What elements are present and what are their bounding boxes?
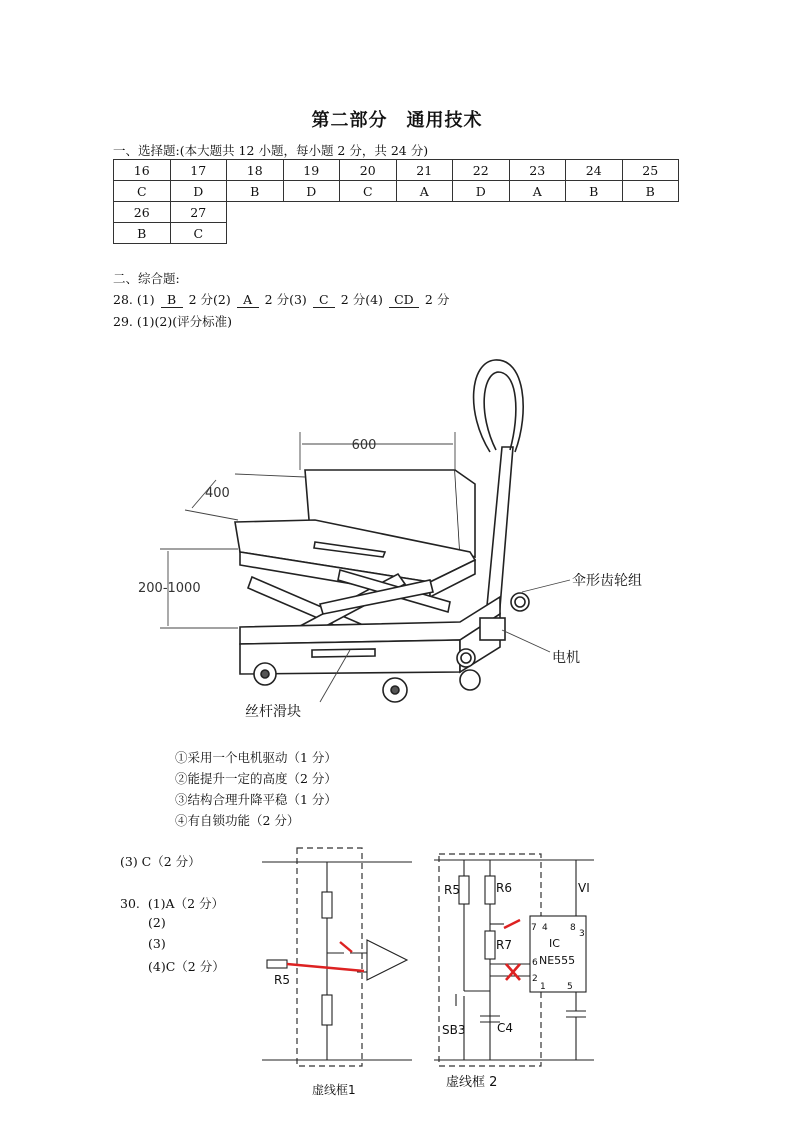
circuit-diagram-2 bbox=[434, 846, 594, 1096]
q30-number: 30. bbox=[120, 896, 140, 911]
circuit1-r5-label: R5 bbox=[274, 973, 290, 987]
q30-line-1 bbox=[120, 894, 224, 912]
question-number: 18 bbox=[227, 160, 284, 181]
gear-label: 伞形齿轮组 bbox=[572, 573, 642, 589]
q28-answer-2: A bbox=[237, 292, 259, 308]
answer-cell: A bbox=[509, 181, 566, 202]
answer-cell: C bbox=[170, 223, 227, 244]
question-number: 20 bbox=[340, 160, 397, 181]
motor-label: 电机 bbox=[552, 650, 580, 666]
dim-depth-label: 400 bbox=[205, 486, 230, 501]
question-number: 27 bbox=[170, 202, 227, 223]
pin-8-label: 8 bbox=[570, 923, 576, 933]
q30-part1: (1)A（2 分） bbox=[147, 896, 225, 911]
circuit2-vi-label: VI bbox=[578, 881, 590, 895]
table-row bbox=[114, 223, 679, 244]
criterion-2: ②能提升一定的高度（2 分） bbox=[175, 771, 337, 786]
lift-cart-figure bbox=[130, 352, 670, 727]
answer-cell: B bbox=[114, 223, 171, 244]
question-number: 25 bbox=[622, 160, 679, 181]
answer-cell: B bbox=[566, 181, 623, 202]
criterion-3: ③结构合理升降平稳（1 分） bbox=[175, 792, 337, 807]
question-number: 22 bbox=[453, 160, 510, 181]
q28-score-2: 2 分(3) bbox=[264, 292, 307, 307]
answer-cell: D bbox=[170, 181, 227, 202]
circuit2-chip-label: NE555 bbox=[539, 954, 576, 967]
question-number: 17 bbox=[170, 160, 227, 181]
answer-cell: B bbox=[227, 181, 284, 202]
circuit2-sb3-label: SB3 bbox=[442, 1023, 466, 1037]
pin-1-label: 1 bbox=[540, 982, 546, 992]
table-row bbox=[114, 181, 679, 202]
q28-answer-1: B bbox=[161, 292, 183, 308]
pin-2-label: 2 bbox=[532, 974, 538, 984]
q28-part1: (1) bbox=[136, 292, 155, 307]
circuit2-ic-label: IC bbox=[549, 937, 560, 950]
section2-title: 二、综合题: bbox=[113, 271, 180, 286]
answer-table bbox=[113, 159, 679, 244]
empty-cell bbox=[227, 202, 679, 223]
criterion-4: ④有自锁功能（2 分） bbox=[175, 813, 300, 828]
answer-cell: A bbox=[396, 181, 453, 202]
q28-score-3: 2 分(4) bbox=[340, 292, 383, 307]
question-number: 19 bbox=[283, 160, 340, 181]
dim-width-label: 600 bbox=[351, 438, 377, 453]
question-number: 21 bbox=[396, 160, 453, 181]
q29-part3: (3) C（2 分） bbox=[120, 854, 201, 869]
circuit-diagram-1 bbox=[262, 842, 427, 1102]
pin-6-label: 6 bbox=[532, 958, 538, 968]
q28-score-4: 2 分 bbox=[424, 292, 450, 307]
criterion-1: ①采用一个电机驱动（1 分） bbox=[175, 750, 337, 765]
circuit2-caption: 虚线框 2 bbox=[446, 1075, 498, 1090]
q28-line bbox=[113, 290, 449, 308]
dim-height-label: 200-1000 bbox=[138, 581, 201, 596]
answer-cell: D bbox=[283, 181, 340, 202]
table-row bbox=[114, 202, 679, 223]
q30-part4: (4)C（2 分） bbox=[148, 959, 225, 974]
empty-cell bbox=[227, 223, 679, 244]
circuit2-r5-label: R5 bbox=[444, 883, 460, 897]
pin-7-label: 7 bbox=[531, 923, 537, 933]
pin-4-label: 4 bbox=[542, 923, 548, 933]
pin-3-label: 3 bbox=[579, 929, 585, 939]
q29-line: 29. (1)(2)(评分标准) bbox=[113, 314, 233, 329]
q28-answer-4: CD bbox=[389, 292, 419, 308]
circuit2-r6-label: R6 bbox=[496, 881, 512, 895]
q30-part3: (3) bbox=[148, 936, 166, 951]
q28-number: 28. bbox=[113, 292, 133, 307]
answer-cell: B bbox=[622, 181, 679, 202]
question-number: 26 bbox=[114, 202, 171, 223]
answer-cell: D bbox=[453, 181, 510, 202]
circuit2-c4-label: C4 bbox=[497, 1021, 514, 1035]
q28-score-1: 2 分(2) bbox=[188, 292, 231, 307]
answer-cell: C bbox=[114, 181, 171, 202]
question-number: 23 bbox=[509, 160, 566, 181]
q30-part2: (2) bbox=[148, 915, 166, 930]
pin-5-label: 5 bbox=[567, 982, 573, 992]
section1-title: 一、选择题:(本大题共 12 小题，每小题 2 分，共 24 分) bbox=[113, 143, 429, 158]
q28-answer-3: C bbox=[313, 292, 335, 308]
circuit1-caption: 虚线框1 bbox=[312, 1083, 356, 1097]
question-number: 16 bbox=[114, 160, 171, 181]
page-title: 第二部分 通用技术 bbox=[311, 110, 483, 131]
question-number: 24 bbox=[566, 160, 623, 181]
answer-cell: C bbox=[340, 181, 397, 202]
table-row bbox=[114, 160, 679, 181]
slider-label: 丝杆滑块 bbox=[245, 704, 301, 720]
circuit2-r7-label: R7 bbox=[496, 938, 512, 952]
